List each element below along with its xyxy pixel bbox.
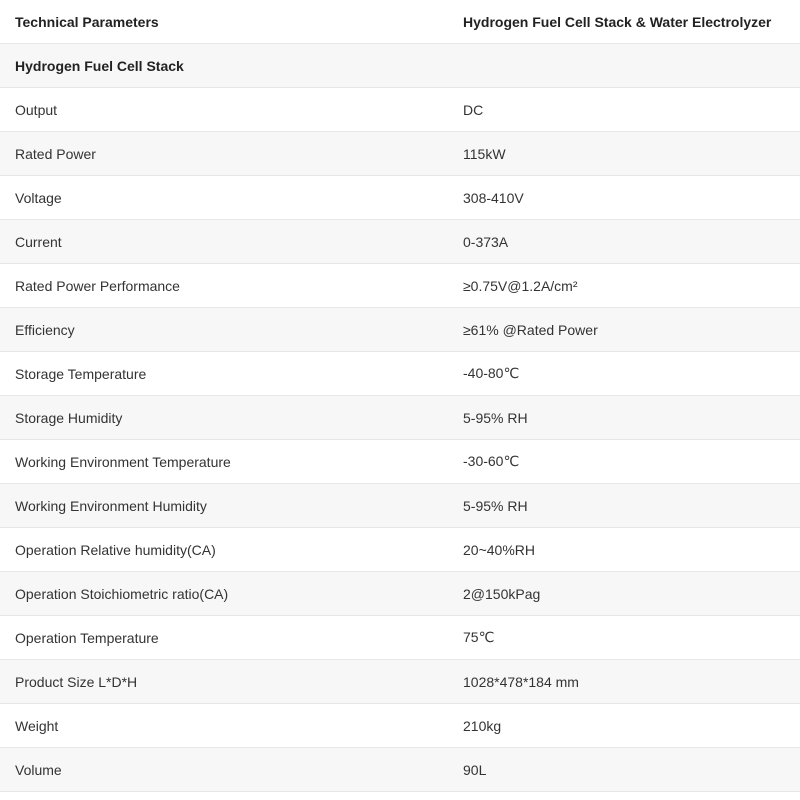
param-value: DC <box>448 88 800 132</box>
param-value: 20~40%RH <box>448 528 800 572</box>
param-value: 308-410V <box>448 176 800 220</box>
table-row <box>0 88 800 132</box>
param-value: 90L <box>448 748 800 792</box>
section-title: Hydrogen Fuel Cell Stack <box>0 44 448 88</box>
param-value: 2@150kPag <box>448 572 800 616</box>
table-header-row <box>0 0 800 44</box>
table-row <box>0 308 800 352</box>
param-value: 75℃ <box>448 616 800 660</box>
param-name: Current <box>0 220 448 264</box>
param-name: Operation Stoichiometric ratio(CA) <box>0 572 448 616</box>
table-row <box>0 220 800 264</box>
table-row <box>0 484 800 528</box>
param-name: Product Size L*D*H <box>0 660 448 704</box>
param-value: 5-95% RH <box>448 396 800 440</box>
table-row <box>0 176 800 220</box>
table-row <box>0 572 800 616</box>
param-name: Storage Humidity <box>0 396 448 440</box>
param-value: 0-373A <box>448 220 800 264</box>
table-row <box>0 396 800 440</box>
param-name: Voltage <box>0 176 448 220</box>
table-row <box>0 748 800 792</box>
table-row <box>0 352 800 396</box>
section-empty-cell <box>448 44 800 88</box>
param-name: Output <box>0 88 448 132</box>
param-name: Operation Relative humidity(CA) <box>0 528 448 572</box>
param-value: 115kW <box>448 132 800 176</box>
table-row <box>0 660 800 704</box>
section-row <box>0 44 800 88</box>
param-name: Working Environment Humidity <box>0 484 448 528</box>
table-row <box>0 704 800 748</box>
param-name: Rated Power Performance <box>0 264 448 308</box>
param-name: Efficiency <box>0 308 448 352</box>
header-product-name: Hydrogen Fuel Cell Stack & Water Electrolyzer <box>448 0 800 44</box>
param-value: -40-80℃ <box>448 352 800 396</box>
param-value: 1028*478*184 mm <box>448 660 800 704</box>
table-row <box>0 528 800 572</box>
header-technical-parameters: Technical Parameters <box>0 0 448 44</box>
param-value: 210kg <box>448 704 800 748</box>
param-value: -30-60℃ <box>448 440 800 484</box>
param-name: Weight <box>0 704 448 748</box>
param-value: ≥61% @Rated Power <box>448 308 800 352</box>
param-name: Operation Temperature <box>0 616 448 660</box>
table-row <box>0 616 800 660</box>
param-name: Volume <box>0 748 448 792</box>
table-row <box>0 440 800 484</box>
table-row <box>0 132 800 176</box>
param-value: ≥0.75V@1.2A/cm² <box>448 264 800 308</box>
param-name: Working Environment Temperature <box>0 440 448 484</box>
param-name: Rated Power <box>0 132 448 176</box>
table-row <box>0 264 800 308</box>
param-name: Storage Temperature <box>0 352 448 396</box>
param-value: 5-95% RH <box>448 484 800 528</box>
